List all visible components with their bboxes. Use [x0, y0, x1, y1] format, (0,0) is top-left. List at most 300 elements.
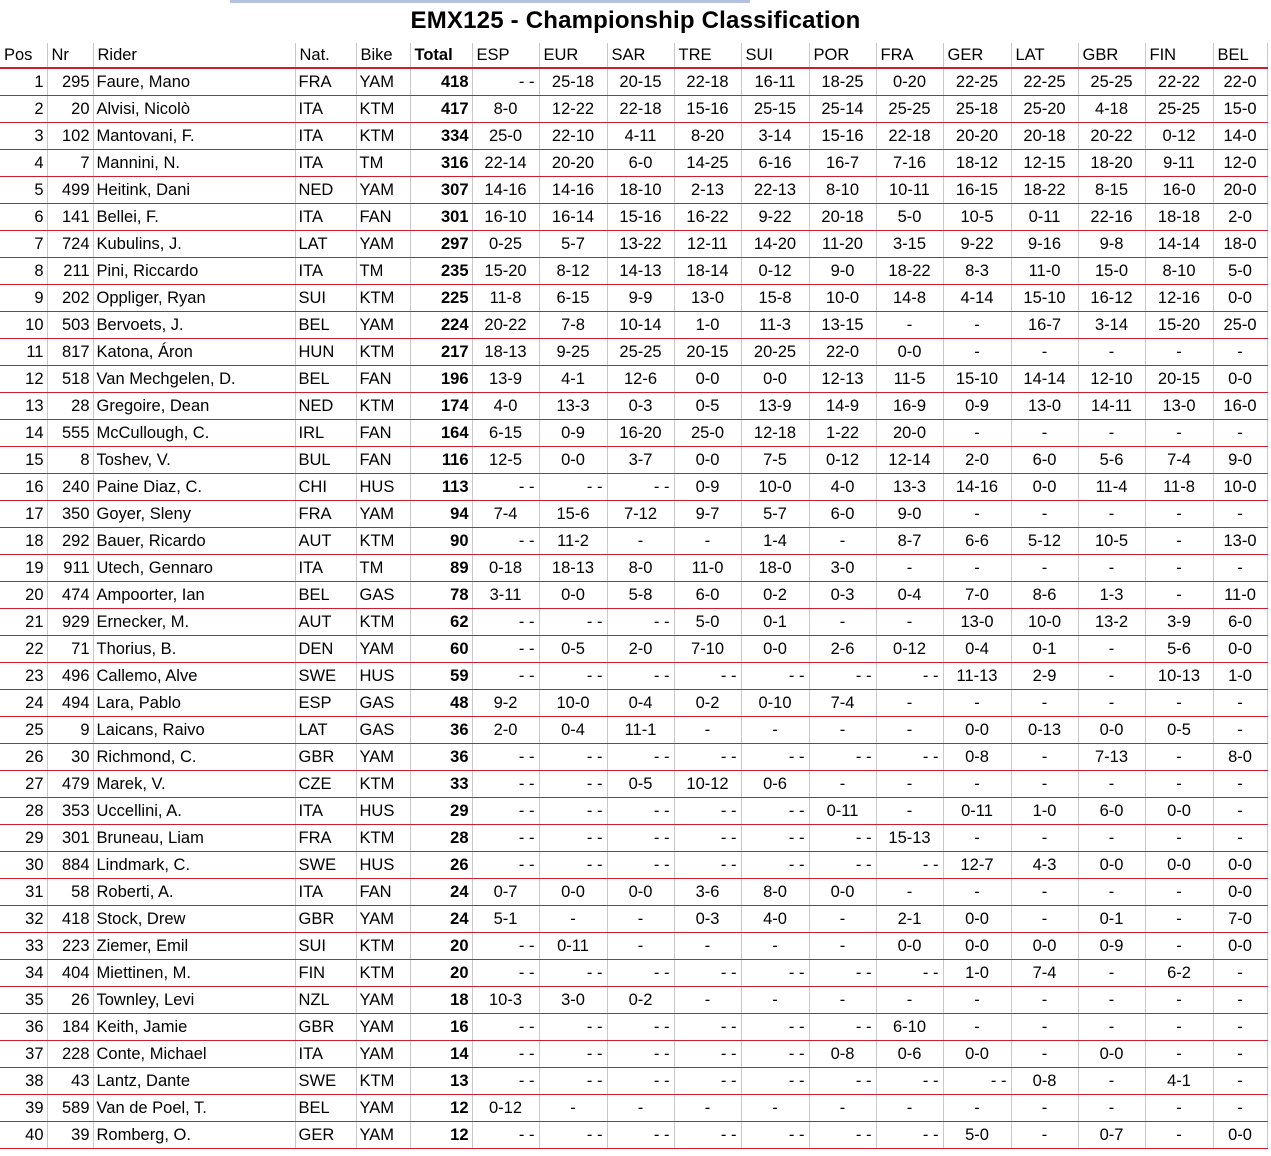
cell-total: 307	[410, 177, 472, 204]
cell-pos: 35	[0, 987, 47, 1014]
cell-tre: - -	[674, 825, 741, 852]
cell-fra: -	[876, 609, 943, 636]
cell-nr: 474	[47, 582, 93, 609]
cell-total: 316	[410, 150, 472, 177]
cell-fin: 10-13	[1145, 663, 1213, 690]
cell-rider: Heitink, Dani	[93, 177, 295, 204]
cell-esp: - -	[472, 1068, 539, 1095]
table-row	[0, 906, 1267, 933]
cell-tre: 7-10	[674, 636, 741, 663]
cell-nr: 184	[47, 1014, 93, 1041]
cell-eur: 25-18	[539, 68, 607, 96]
cell-ger: 15-10	[943, 366, 1011, 393]
cell-esp: - -	[472, 1014, 539, 1041]
cell-nat: NED	[295, 393, 356, 420]
cell-eur: 8-12	[539, 258, 607, 285]
table-row	[0, 501, 1267, 528]
cell-por: 1-22	[809, 420, 876, 447]
cell-bel: 2-0	[1213, 204, 1267, 231]
cell-rider: Bervoets, J.	[93, 312, 295, 339]
cell-ger: -	[943, 987, 1011, 1014]
cell-sar: - -	[607, 852, 674, 879]
cell-pos: 6	[0, 204, 47, 231]
cell-sar: -	[607, 1095, 674, 1122]
cell-bike: KTM	[356, 609, 410, 636]
cell-total: 174	[410, 393, 472, 420]
cell-fin: 14-14	[1145, 231, 1213, 258]
cell-pos: 8	[0, 258, 47, 285]
cell-sar: 0-4	[607, 690, 674, 717]
table-row	[0, 555, 1267, 582]
column-header-rider[interactable]: Rider	[93, 43, 295, 68]
column-header-ger[interactable]: GER	[943, 43, 1011, 68]
cell-gbr: 15-0	[1078, 258, 1145, 285]
cell-eur: 5-7	[539, 231, 607, 258]
cell-sui: -	[741, 1095, 809, 1122]
cell-bel: 22-0	[1213, 68, 1267, 96]
cell-fin: 9-11	[1145, 150, 1213, 177]
cell-sar: 0-2	[607, 987, 674, 1014]
cell-eur: 6-15	[539, 285, 607, 312]
cell-bike: KTM	[356, 96, 410, 123]
cell-nr: 353	[47, 798, 93, 825]
cell-eur: - -	[539, 609, 607, 636]
cell-pos: 23	[0, 663, 47, 690]
cell-por: 0-8	[809, 1041, 876, 1068]
cell-bel: 5-0	[1213, 258, 1267, 285]
cell-bike: YAM	[356, 906, 410, 933]
cell-eur: 15-6	[539, 501, 607, 528]
cell-bel: -	[1213, 798, 1267, 825]
cell-nr: 102	[47, 123, 93, 150]
cell-pos: 30	[0, 852, 47, 879]
cell-fra: 8-7	[876, 528, 943, 555]
table-row	[0, 204, 1267, 231]
cell-lat: 11-0	[1011, 258, 1078, 285]
cell-sar: 22-18	[607, 96, 674, 123]
cell-total: 36	[410, 744, 472, 771]
column-header-gbr[interactable]: GBR	[1078, 43, 1145, 68]
cell-nr: 929	[47, 609, 93, 636]
cell-ger: 5-0	[943, 1122, 1011, 1149]
cell-fra: - -	[876, 852, 943, 879]
cell-pos: 34	[0, 960, 47, 987]
cell-bel: 12-0	[1213, 150, 1267, 177]
cell-sui: - -	[741, 960, 809, 987]
cell-total: 36	[410, 717, 472, 744]
cell-gbr: 0-0	[1078, 1041, 1145, 1068]
column-header-fin[interactable]: FIN	[1145, 43, 1213, 68]
cell-ger: 0-9	[943, 393, 1011, 420]
cell-nat: BEL	[295, 366, 356, 393]
column-header-pos[interactable]: Pos	[0, 43, 47, 68]
cell-rider: McCullough, C.	[93, 420, 295, 447]
column-header-sui[interactable]: SUI	[741, 43, 809, 68]
cell-pos: 17	[0, 501, 47, 528]
cell-bel: -	[1213, 690, 1267, 717]
cell-sui: 0-12	[741, 258, 809, 285]
cell-ger: 2-0	[943, 447, 1011, 474]
column-header-fra[interactable]: FRA	[876, 43, 943, 68]
cell-nr: 9	[47, 717, 93, 744]
cell-fin: -	[1145, 1014, 1213, 1041]
cell-gbr: -	[1078, 420, 1145, 447]
cell-fra: -	[876, 555, 943, 582]
cell-sar: 18-10	[607, 177, 674, 204]
cell-total: 60	[410, 636, 472, 663]
cell-bel: -	[1213, 771, 1267, 798]
cell-fra: 10-11	[876, 177, 943, 204]
cell-bel: -	[1213, 717, 1267, 744]
cell-gbr: -	[1078, 825, 1145, 852]
cell-sar: 5-8	[607, 582, 674, 609]
cell-gbr: 16-12	[1078, 285, 1145, 312]
cell-nat: GBR	[295, 1014, 356, 1041]
cell-esp: 10-3	[472, 987, 539, 1014]
cell-sar: - -	[607, 1068, 674, 1095]
cell-total: 116	[410, 447, 472, 474]
cell-rider: Alvisi, Nicolò	[93, 96, 295, 123]
cell-lat: 25-20	[1011, 96, 1078, 123]
column-header-esp[interactable]: ESP	[472, 43, 539, 68]
cell-sar: - -	[607, 798, 674, 825]
cell-lat: 2-9	[1011, 663, 1078, 690]
cell-fin: 0-0	[1145, 798, 1213, 825]
cell-bike: YAM	[356, 1095, 410, 1122]
cell-total: 217	[410, 339, 472, 366]
cell-rider: Bauer, Ricardo	[93, 528, 295, 555]
cell-pos: 15	[0, 447, 47, 474]
cell-fin: -	[1145, 420, 1213, 447]
cell-sui: 0-6	[741, 771, 809, 798]
cell-por: 16-7	[809, 150, 876, 177]
cell-nat: SWE	[295, 663, 356, 690]
cell-total: 297	[410, 231, 472, 258]
cell-por: 6-0	[809, 501, 876, 528]
cell-fin: -	[1145, 582, 1213, 609]
cell-por: -	[809, 717, 876, 744]
cell-bike: FAN	[356, 366, 410, 393]
cell-pos: 18	[0, 528, 47, 555]
cell-eur: 3-0	[539, 987, 607, 1014]
cell-ger: 6-6	[943, 528, 1011, 555]
cell-gbr: -	[1078, 663, 1145, 690]
cell-gbr: 11-4	[1078, 474, 1145, 501]
cell-esp: 12-5	[472, 447, 539, 474]
cell-ger: -	[943, 555, 1011, 582]
cell-tre: 20-15	[674, 339, 741, 366]
cell-ger: 20-20	[943, 123, 1011, 150]
table-row	[0, 123, 1267, 150]
cell-gbr: -	[1078, 339, 1145, 366]
cell-eur: 4-1	[539, 366, 607, 393]
cell-lat: -	[1011, 825, 1078, 852]
table-row	[0, 258, 1267, 285]
column-header-total[interactable]: Total	[410, 43, 472, 68]
cell-bike: FAN	[356, 420, 410, 447]
cell-lat: 20-18	[1011, 123, 1078, 150]
cell-sar: -	[607, 528, 674, 555]
cell-nr: 30	[47, 744, 93, 771]
table-row	[0, 150, 1267, 177]
cell-ger: 7-0	[943, 582, 1011, 609]
cell-rider: Goyer, Sleny	[93, 501, 295, 528]
cell-gbr: 6-0	[1078, 798, 1145, 825]
cell-nr: 141	[47, 204, 93, 231]
cell-sar: 25-25	[607, 339, 674, 366]
cell-nat: ITA	[295, 96, 356, 123]
cell-nr: 518	[47, 366, 93, 393]
cell-nat: FIN	[295, 960, 356, 987]
cell-nr: 589	[47, 1095, 93, 1122]
cell-bike: GAS	[356, 690, 410, 717]
cell-fin: -	[1145, 690, 1213, 717]
cell-eur: 13-3	[539, 393, 607, 420]
cell-fin: -	[1145, 825, 1213, 852]
cell-bike: YAM	[356, 744, 410, 771]
column-header-sar[interactable]: SAR	[607, 43, 674, 68]
cell-eur: 22-10	[539, 123, 607, 150]
cell-por: 7-4	[809, 690, 876, 717]
cell-total: 14	[410, 1041, 472, 1068]
cell-fin: 12-16	[1145, 285, 1213, 312]
cell-fra: -	[876, 717, 943, 744]
cell-lat: 6-0	[1011, 447, 1078, 474]
cell-eur: - -	[539, 744, 607, 771]
cell-sar: - -	[607, 744, 674, 771]
table-row	[0, 447, 1267, 474]
cell-gbr: 8-15	[1078, 177, 1145, 204]
cell-bel: 0-0	[1213, 285, 1267, 312]
cell-nat: AUT	[295, 609, 356, 636]
cell-rider: Pini, Riccardo	[93, 258, 295, 285]
cell-bike: YAM	[356, 501, 410, 528]
page-title: EMX125 - Championship Classification	[410, 7, 861, 34]
column-header-eur[interactable]: EUR	[539, 43, 607, 68]
column-header-nat[interactable]: Nat.	[295, 43, 356, 68]
cell-sar: - -	[607, 663, 674, 690]
cell-nr: 202	[47, 285, 93, 312]
cell-rider: Laicans, Raivo	[93, 717, 295, 744]
column-header-lat[interactable]: LAT	[1011, 43, 1078, 68]
cell-eur: 0-11	[539, 933, 607, 960]
cell-ger: 16-15	[943, 177, 1011, 204]
cell-gbr: 0-7	[1078, 1122, 1145, 1149]
cell-rider: Uccellini, A.	[93, 798, 295, 825]
cell-por: -	[809, 771, 876, 798]
cell-bike: GAS	[356, 582, 410, 609]
cell-ger: 1-0	[943, 960, 1011, 987]
cell-lat: -	[1011, 1095, 1078, 1122]
cell-gbr: 7-13	[1078, 744, 1145, 771]
cell-bike: YAM	[356, 312, 410, 339]
cell-fra: 6-10	[876, 1014, 943, 1041]
cell-esp: - -	[472, 1122, 539, 1149]
cell-fin: 0-12	[1145, 123, 1213, 150]
cell-nat: ITA	[295, 258, 356, 285]
cell-lat: -	[1011, 1041, 1078, 1068]
cell-lat: 1-0	[1011, 798, 1078, 825]
cell-lat: -	[1011, 339, 1078, 366]
cell-fin: 0-0	[1145, 852, 1213, 879]
cell-eur: - -	[539, 798, 607, 825]
cell-por: - -	[809, 663, 876, 690]
column-header-tre[interactable]: TRE	[674, 43, 741, 68]
cell-total: 62	[410, 609, 472, 636]
cell-rider: Lantz, Dante	[93, 1068, 295, 1095]
cell-por: 15-16	[809, 123, 876, 150]
cell-fra: 0-12	[876, 636, 943, 663]
cell-bel: -	[1213, 1014, 1267, 1041]
table-row	[0, 690, 1267, 717]
cell-rider: Van Mechgelen, D.	[93, 366, 295, 393]
cell-sar: 13-22	[607, 231, 674, 258]
cell-ger: -	[943, 501, 1011, 528]
cell-fra: 18-22	[876, 258, 943, 285]
cell-rider: Faure, Mano	[93, 68, 295, 96]
cell-sar: 11-1	[607, 717, 674, 744]
cell-nat: IRL	[295, 420, 356, 447]
cell-por: - -	[809, 744, 876, 771]
cell-rider: Marek, V.	[93, 771, 295, 798]
cell-tre: 6-0	[674, 582, 741, 609]
cell-nr: 211	[47, 258, 93, 285]
cell-sar: 12-6	[607, 366, 674, 393]
cell-lat: 9-16	[1011, 231, 1078, 258]
column-header-bel[interactable]: BEL	[1213, 43, 1267, 68]
cell-por: -	[809, 609, 876, 636]
cell-ger: 13-0	[943, 609, 1011, 636]
cell-tre: - -	[674, 744, 741, 771]
cell-lat: -	[1011, 987, 1078, 1014]
cell-ger: 0-8	[943, 744, 1011, 771]
cell-nat: HUN	[295, 339, 356, 366]
cell-ger: -	[943, 420, 1011, 447]
cell-ger: -	[943, 690, 1011, 717]
cell-por: - -	[809, 852, 876, 879]
cell-tre: 14-25	[674, 150, 741, 177]
cell-nat: ITA	[295, 1041, 356, 1068]
cell-eur: 18-13	[539, 555, 607, 582]
cell-ger: - -	[943, 1068, 1011, 1095]
cell-fin: -	[1145, 339, 1213, 366]
cell-por: 22-0	[809, 339, 876, 366]
cell-bike: KTM	[356, 123, 410, 150]
cell-pos: 39	[0, 1095, 47, 1122]
cell-nat: GBR	[295, 906, 356, 933]
cell-por: 8-10	[809, 177, 876, 204]
cell-esp: - -	[472, 609, 539, 636]
cell-sui: 0-0	[741, 636, 809, 663]
cell-bel: 18-0	[1213, 231, 1267, 258]
cell-lat: 10-0	[1011, 609, 1078, 636]
cell-rider: Van de Poel, T.	[93, 1095, 295, 1122]
cell-bel: 13-0	[1213, 528, 1267, 555]
cell-por: 0-0	[809, 879, 876, 906]
cell-rider: Lindmark, C.	[93, 852, 295, 879]
cell-rider: Mantovani, F.	[93, 123, 295, 150]
cell-nat: SUI	[295, 933, 356, 960]
cell-gbr: 18-20	[1078, 150, 1145, 177]
cell-sui: 6-16	[741, 150, 809, 177]
cell-rider: Keith, Jamie	[93, 1014, 295, 1041]
cell-rider: Stock, Drew	[93, 906, 295, 933]
cell-pos: 11	[0, 339, 47, 366]
cell-nat: FRA	[295, 825, 356, 852]
cell-nr: 496	[47, 663, 93, 690]
cell-esp: 9-2	[472, 690, 539, 717]
cell-fin: 5-6	[1145, 636, 1213, 663]
cell-bel: 11-0	[1213, 582, 1267, 609]
cell-tre: 11-0	[674, 555, 741, 582]
cell-sar: - -	[607, 960, 674, 987]
cell-bel: 15-0	[1213, 96, 1267, 123]
cell-total: 20	[410, 960, 472, 987]
cell-sar: 6-0	[607, 150, 674, 177]
cell-gbr: 0-0	[1078, 717, 1145, 744]
table-header-row	[0, 43, 1267, 68]
cell-nat: LAT	[295, 717, 356, 744]
column-header-bike[interactable]: Bike	[356, 43, 410, 68]
cell-eur: 0-4	[539, 717, 607, 744]
table-row	[0, 285, 1267, 312]
cell-nat: NZL	[295, 987, 356, 1014]
cell-fra: - -	[876, 663, 943, 690]
column-header-por[interactable]: POR	[809, 43, 876, 68]
cell-bike: TM	[356, 150, 410, 177]
cell-tre: - -	[674, 1014, 741, 1041]
cell-sar: 0-5	[607, 771, 674, 798]
cell-ger: 12-7	[943, 852, 1011, 879]
cell-pos: 3	[0, 123, 47, 150]
column-header-nr[interactable]: Nr	[47, 43, 93, 68]
cell-bel: 6-0	[1213, 609, 1267, 636]
cell-sui: 14-20	[741, 231, 809, 258]
cell-bike: YAM	[356, 231, 410, 258]
cell-pos: 16	[0, 474, 47, 501]
cell-sui: 11-3	[741, 312, 809, 339]
cell-esp: 22-14	[472, 150, 539, 177]
cell-rider: Ernecker, M.	[93, 609, 295, 636]
cell-bike: YAM	[356, 987, 410, 1014]
cell-ger: 0-0	[943, 933, 1011, 960]
cell-gbr: -	[1078, 690, 1145, 717]
table-row	[0, 96, 1267, 123]
cell-esp: 0-12	[472, 1095, 539, 1122]
cell-nat: BUL	[295, 447, 356, 474]
cell-pos: 31	[0, 879, 47, 906]
cell-sui: 13-9	[741, 393, 809, 420]
cell-fra: -	[876, 987, 943, 1014]
cell-sui: 9-22	[741, 204, 809, 231]
cell-nr: 58	[47, 879, 93, 906]
cell-pos: 13	[0, 393, 47, 420]
cell-nr: 295	[47, 68, 93, 96]
cell-fra: 0-4	[876, 582, 943, 609]
cell-sui: - -	[741, 663, 809, 690]
cell-tre: 0-5	[674, 393, 741, 420]
cell-sar: - -	[607, 1122, 674, 1149]
cell-fra: 12-14	[876, 447, 943, 474]
cell-nr: 228	[47, 1041, 93, 1068]
cell-ger: -	[943, 1095, 1011, 1122]
cell-esp: 7-4	[472, 501, 539, 528]
cell-esp: - -	[472, 933, 539, 960]
cell-bel: -	[1213, 420, 1267, 447]
cell-gbr: -	[1078, 555, 1145, 582]
cell-bike: KTM	[356, 1068, 410, 1095]
cell-gbr: -	[1078, 960, 1145, 987]
